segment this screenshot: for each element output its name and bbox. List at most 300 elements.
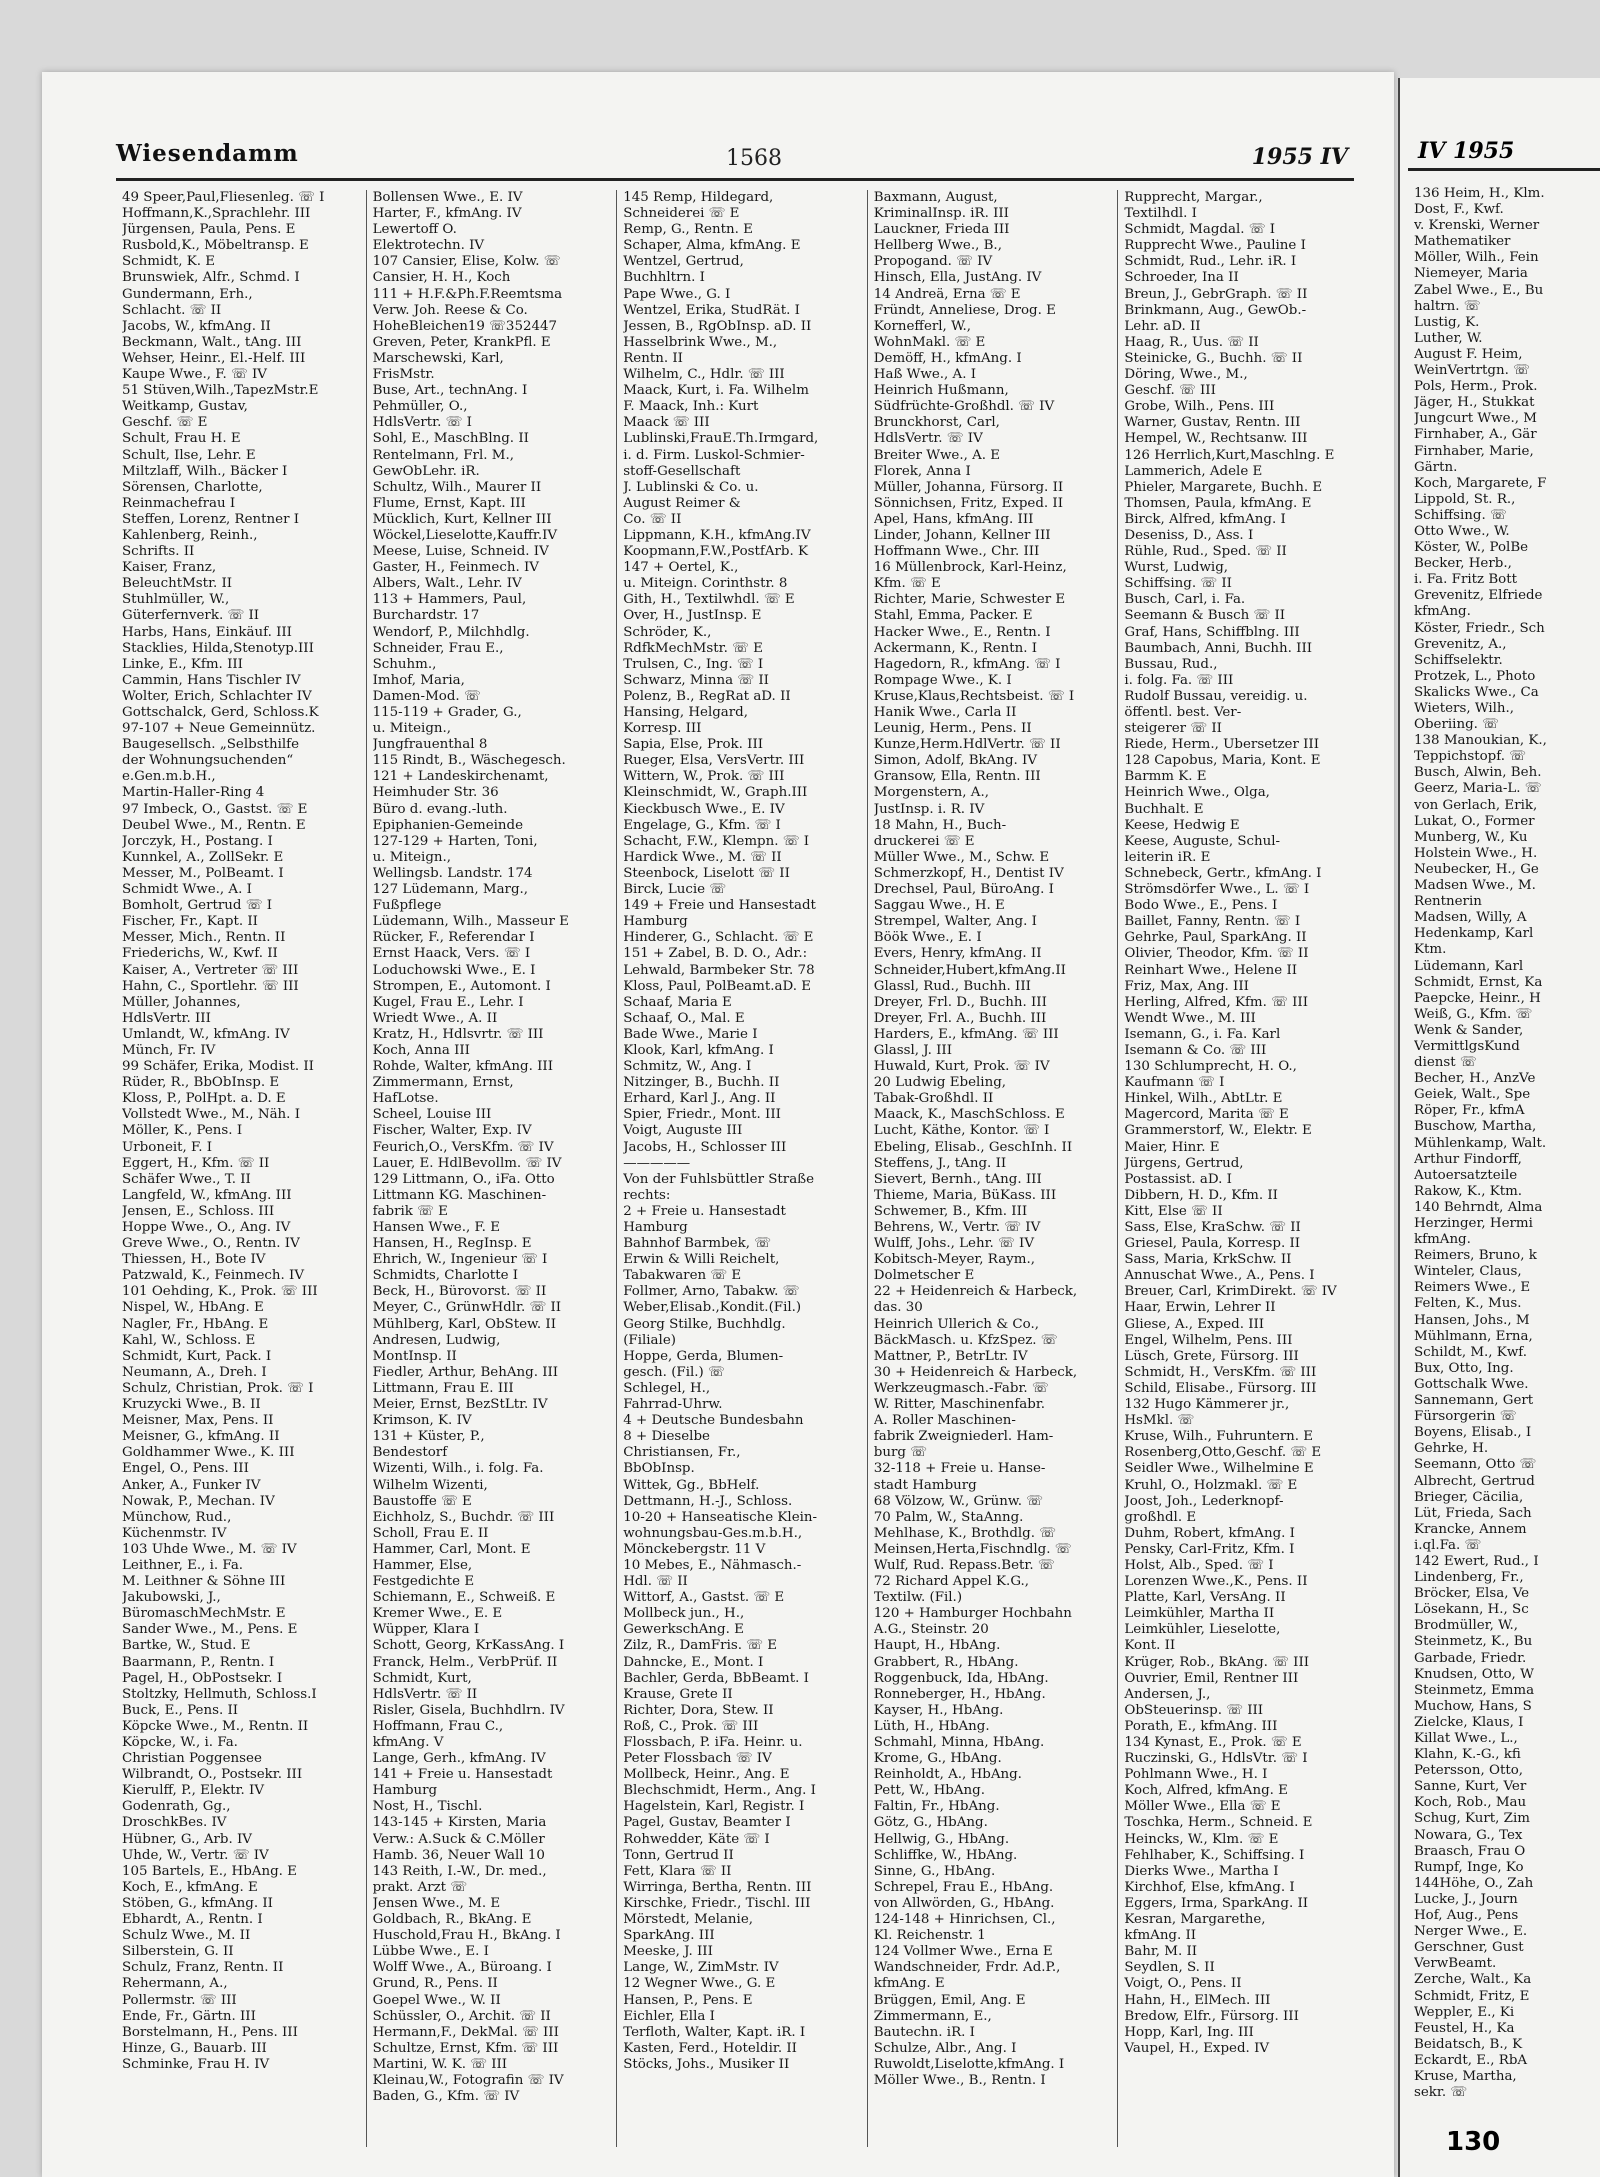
facing-page-number: 130 — [1446, 2127, 1501, 2157]
directory-entry: Rakow, K., Ktm. — [1414, 1183, 1523, 1199]
directory-entry: Ehrich, W., Ingenieur ☏ I — [372, 1252, 548, 1268]
directory-entry: Schroeder, Ina II — [1124, 270, 1239, 286]
directory-entry: 144Höhe, O., Zah — [1414, 1875, 1534, 1891]
directory-entry: Bux, Otto, Ing. — [1414, 1360, 1514, 1376]
directory-entry: Hamb. 36, Neuer Wall 10 — [372, 1847, 545, 1863]
directory-entry: Kratz, H., Hdlsvrtr. ☏ III — [372, 1026, 544, 1042]
directory-entry: Grund, R., Pens. II — [372, 1976, 498, 1992]
directory-entry: Fischer, Fr., Kapt. II — [122, 914, 258, 930]
directory-entry: Gottschalck, Gerd, Schloss.K — [122, 705, 319, 720]
directory-entry: Schaaf, O., Mal. E — [623, 1010, 745, 1026]
directory-entry: Meinsen,Herta,Fischndlg. ☏ — [873, 1541, 1072, 1557]
directory-entry: Eichholz, S., Buchdr. ☏ III — [372, 1509, 555, 1525]
directory-entry: Rumpf, Inge, Ko — [1414, 1859, 1524, 1875]
directory-entry: Haag, R., Uus. ☏ II — [1124, 334, 1259, 350]
directory-entry: 20 Ludwig Ebeling, — [873, 1075, 1007, 1091]
directory-entry: Ktm. — [1414, 942, 1447, 958]
directory-entry: Wellingsb. Landstr. 174 — [372, 865, 533, 881]
directory-entry: 136 Heim, H., Klm. — [1414, 186, 1545, 201]
directory-entry: Niemeyer, Maria — [1414, 266, 1528, 282]
directory-entry: Hansen, H., RegInsp. E — [372, 1236, 532, 1252]
directory-entry: Wendorf, P., Milchhdlg. — [372, 624, 530, 640]
directory-entry: Breuer, Carl, KrimDirekt. ☏ IV — [1124, 1284, 1337, 1300]
directory-entry: Zabel Wwe., E., Bu — [1414, 282, 1544, 298]
directory-entry: 147 + Oertel, K., — [623, 560, 739, 576]
directory-entry: fabrik ☏ E — [372, 1203, 448, 1219]
directory-entry: Joost, Joh., Lederknopf- — [1124, 1493, 1284, 1509]
directory-entry: Grabbert, R., HbAng. — [873, 1654, 1019, 1670]
directory-entry: Jessen, B., RgObInsp. aD. II — [623, 318, 812, 334]
directory-entry: 111 + H.F.&Ph.F.Reemtsma — [372, 286, 563, 302]
directory-entry: Lammerich, Adele E — [1124, 463, 1263, 479]
directory-entry: Ebeling, Elisab., GeschInh. II — [873, 1139, 1073, 1155]
directory-entry: Simon, Adolf, BkAng. IV — [873, 753, 1038, 769]
directory-entry: Linke, E., Kfm. III — [122, 656, 243, 672]
directory-entry: Möller, K., Pens. I — [122, 1123, 243, 1139]
directory-entry: Schminke, Frau H. IV — [122, 2056, 270, 2072]
directory-entry: Lange, W., ZimMstr. IV — [623, 1960, 779, 1976]
directory-entry: Reimers, Bruno, k — [1414, 1248, 1537, 1264]
directory-entry: Maack, K., MaschSchloss. E — [873, 1107, 1065, 1123]
directory-entry: Grevenitz, A., — [1414, 636, 1507, 652]
directory-entry: Lehr. aD. II — [1124, 318, 1201, 334]
directory-entry: Wenk & Sander, — [1414, 1022, 1524, 1038]
directory-entry: Bachler, Gerda, BbBeamt. I — [623, 1670, 809, 1686]
directory-entry: Bendestorf — [372, 1445, 448, 1461]
directory-entry: Heimhuder Str. 36 — [372, 785, 499, 801]
directory-entry: Schiemann, E., Schweiß. E — [372, 1590, 556, 1606]
directory-entry: Mollbeck, Heinr., Ang. E — [623, 1767, 790, 1783]
directory-entry: Rompage Wwe., K. I — [873, 672, 1012, 688]
directory-entry: Platte, Karl, VersAng. II — [1124, 1590, 1286, 1606]
directory-entry: Follmer, Arno, Tabakw. ☏ — [623, 1284, 800, 1300]
directory-entry: Thomsen, Paula, kfmAng. E — [1124, 495, 1312, 511]
directory-entry: Lorenzen Wwe.,K., Pens. II — [1124, 1574, 1308, 1590]
facing-page — [1398, 78, 1600, 2177]
directory-entry: 99 Schäfer, Erika, Modist. II — [122, 1059, 314, 1075]
directory-entry: Martin-Haller-Ring 4 — [122, 785, 265, 801]
directory-entry: Holstein Wwe., H. — [1414, 845, 1538, 861]
directory-entry: Kont. II — [1124, 1638, 1176, 1654]
directory-entry: Maack ☏ III — [623, 415, 710, 431]
directory-entry: e.Gen.m.b.H., — [122, 769, 216, 785]
directory-entry: Weitkamp, Gustav, — [122, 399, 248, 415]
directory-entry: Steinicke, G., Buchh. ☏ II — [1124, 350, 1303, 366]
directory-entry: Engel, Wilhelm, Pens. III — [1124, 1332, 1293, 1348]
directory-entry: Lukat, O., Former — [1414, 813, 1535, 829]
directory-entry: burg ☏ — [873, 1445, 927, 1461]
directory-entry: Sörensen, Charlotte, — [122, 479, 263, 495]
directory-entry: DroschkBes. IV — [122, 1815, 227, 1831]
directory-entry: Lewertoff O. — [372, 222, 457, 238]
directory-entry: Verw. Joh. Reese & Co. — [372, 302, 528, 318]
directory-entry: Petersson, Otto, — [1414, 1763, 1524, 1779]
directory-entry: Leunig, Herm., Pens. II — [873, 721, 1032, 737]
directory-entry: Hansing, Helgard, — [623, 705, 749, 720]
directory-entry: 129 Littmann, O., iFa. Otto — [372, 1171, 555, 1187]
directory-entry: Jürgens, Gertrud, — [1124, 1155, 1244, 1171]
directory-entry: Wolff Wwe., A., Büroang. I — [372, 1960, 552, 1976]
directory-entry: Oberiing. ☏ — [1414, 717, 1499, 733]
directory-entry: Baumbach, Anni, Buchh. III — [1124, 640, 1313, 656]
directory-entry: A.G., Steinstr. 20 — [873, 1622, 989, 1638]
directory-entry: Huwald, Kurt, Prok. ☏ IV — [873, 1059, 1050, 1075]
directory-entry: Rehermann, A., — [122, 1976, 228, 1992]
directory-entry: Schulz Wwe., M. II — [122, 1928, 251, 1944]
directory-entry: Weiß, G., Kfm. ☏ — [1414, 1006, 1533, 1022]
directory-entry: Brunswiek, Alfr., Schmd. I — [122, 270, 300, 286]
directory-entry: Neubecker, H., Ge — [1414, 861, 1539, 877]
directory-entry: Schmahl, Minna, HbAng. — [873, 1735, 1045, 1750]
directory-entry: Sander Wwe., M., Pens. E — [122, 1622, 298, 1638]
directory-entry: Tonn, Gertrud II — [623, 1847, 734, 1863]
directory-entry: i.ql.Fa. ☏ — [1414, 1537, 1482, 1553]
directory-entry: Florek, Anna I — [873, 463, 971, 479]
directory-entry: Nowara, G., Tex — [1414, 1827, 1523, 1843]
directory-entry: Hanik Wwe., Carla II — [873, 705, 1017, 720]
directory-entry: Lösekann, H., Sc — [1414, 1602, 1529, 1618]
directory-entry: Messer, Mich., Rentn. II — [122, 930, 286, 946]
directory-entry: Mörstedt, Melanie, — [623, 1912, 753, 1928]
directory-entry: Meisner, G., kfmAng. II — [122, 1429, 280, 1445]
directory-entry: Jäger, H., Stukkat — [1414, 395, 1535, 411]
directory-entry: Becker, Herb., — [1414, 556, 1512, 572]
directory-entry: Nost, H., Tischl. — [372, 1799, 483, 1815]
directory-entry: Möller, Wilh., Fein — [1414, 250, 1539, 266]
directory-entry: BeleuchtMstr. II — [122, 576, 233, 592]
directory-entry: Demöff, H., kfmAng. I — [873, 350, 1022, 366]
directory-entry: 151 + Zabel, B. D. O., Adr.: — [623, 946, 808, 962]
directory-entry: Nispel, W., HbAng. E — [122, 1300, 264, 1316]
directory-entry: HoheBleichen19 ☏352447 — [372, 318, 558, 334]
directory-entry: Schmerzkopf, H., Dentist IV — [873, 865, 1064, 881]
directory-entry: Pagel, H., ObPostsekr. I — [122, 1670, 283, 1686]
directory-entry: HdlsVertr. ☏ I — [372, 415, 472, 431]
directory-entry: Gottschalk Wwe. — [1414, 1376, 1529, 1392]
directory-entry: Friz, Max, Ang. III — [1124, 978, 1249, 994]
directory-entry: Mühlberg, Karl, ObStew. II — [372, 1316, 556, 1332]
directory-entry: Rudolf Bussau, vereidig. u. — [1124, 688, 1308, 704]
directory-entry: Schäfer Wwe., T. II — [122, 1171, 251, 1187]
directory-entry: Strömsdörfer Wwe., L. ☏ I — [1124, 882, 1310, 898]
directory-entry: Schulz, Franz, Rentn. II — [122, 1960, 284, 1976]
directory-entry: BüromaschMechMstr. E — [122, 1606, 286, 1622]
directory-entry: Over, H., JustInsp. E — [623, 608, 762, 624]
directory-entry: Rentnerin — [1414, 894, 1482, 910]
directory-entry: Tabak-Großhdl. II — [873, 1091, 994, 1107]
directory-entry: kfmAng. — [1414, 604, 1471, 620]
directory-entry: Schmidt Wwe., A. I — [122, 882, 252, 898]
directory-entry: Strompen, E., Automont. I — [372, 978, 551, 994]
page-header — [116, 134, 1354, 181]
directory-entry: Reimers Wwe., E — [1414, 1280, 1531, 1296]
directory-entry: Knudsen, Otto, W — [1414, 1666, 1534, 1682]
directory-entry: Weppler, E., Ki — [1414, 2004, 1515, 2020]
directory-entry: Pagel, Gustav, Beamter I — [623, 1815, 791, 1831]
directory-entry: Güterfernverk. ☏ II — [122, 608, 260, 624]
directory-entry: 141 + Freie u. Hansestadt — [372, 1767, 553, 1783]
directory-entry: Jorczyk, H., Postang. I — [122, 833, 273, 849]
directory-entry: Feustel, H., Ka — [1414, 2020, 1515, 2036]
directory-entry: GewObLehr. iR. — [372, 463, 480, 479]
directory-entry: Wandschneider, Frdr. Ad.P., — [873, 1960, 1061, 1976]
directory-entry: Heincks, W., Klm. ☏ E — [1124, 1831, 1279, 1847]
directory-entry: A. Roller Maschinen- — [873, 1413, 1016, 1429]
directory-entry: Kaiser, A., Vertreter ☏ III — [122, 962, 299, 978]
directory-entry: Behrens, W., Vertr. ☏ IV — [873, 1220, 1041, 1235]
directory-entry: Gith, H., Textilwhdl. ☏ E — [623, 592, 795, 608]
directory-entry: Sönnichsen, Fritz, Exped. II — [873, 495, 1064, 511]
directory-entry: Wehser, Heinr., El.-Helf. III — [122, 350, 306, 366]
directory-entry: 32-118 + Freie u. Hanse- — [873, 1461, 1046, 1477]
directory-entry: Autoersatzteile — [1414, 1167, 1518, 1183]
directory-entry: Buchhltrn. I — [623, 270, 705, 286]
directory-entry: Pett, W., HbAng. — [873, 1783, 985, 1799]
directory-entry: Jensen, E., Schloss. III — [122, 1203, 275, 1219]
directory-entry: Faltin, Fr., HbAng. — [873, 1799, 1000, 1815]
directory-entry: FrisMstr. — [372, 367, 435, 383]
directory-entry: (Filiale) — [623, 1332, 676, 1348]
directory-entry: Grobe, Wilh., Pens. III — [1124, 399, 1275, 415]
directory-entry: i. d. Firm. Luskol-Schmier- — [623, 447, 805, 463]
directory-entry: Goepel Wwe., W. II — [372, 1992, 501, 2008]
directory-entry: Leimkühler, Lieselotte, — [1124, 1622, 1281, 1638]
directory-entry: Pape Wwe., G. I — [623, 286, 731, 302]
directory-entry: Reinhart Wwe., Helene II — [1124, 962, 1298, 978]
directory-entry: 126 Herrlich,Kurt,Maschlng. E — [1124, 447, 1335, 463]
directory-entry: Wilbrandt, O., Postsekr. III — [122, 1767, 303, 1783]
directory-entry: 51 Stüven,Wilh.,TapezMstr.E — [122, 383, 319, 399]
directory-entry: Meyer, C., GrünwHdlr. ☏ II — [372, 1300, 562, 1316]
directory-entry: Eggers, Irma, SparkAng. II — [1124, 1895, 1309, 1911]
directory-entry: 131 + Küster, P., — [372, 1429, 485, 1445]
directory-entry: Wizenti, Wilh., i. folg. Fa. — [372, 1461, 544, 1477]
directory-entry: Kruse,Klaus,Rechtsbeist. ☏ I — [873, 688, 1075, 704]
directory-entry: Rühle, Rud., Sped. ☏ II — [1124, 544, 1287, 560]
directory-entry: Schmidt, Kurt, — [372, 1670, 472, 1686]
directory-entry: Busch, Alwin, Beh. — [1414, 765, 1542, 781]
directory-entry: Eckardt, E., RbA — [1414, 2052, 1528, 2068]
directory-entry: Köster, W., PolBe — [1414, 540, 1529, 556]
directory-entry: Lublinski,FrauE.Th.Irmgard, — [623, 431, 819, 447]
directory-entry: Hasselbrink Wwe., M., — [623, 334, 778, 350]
directory-entry: Döring, Wwe., M., — [1124, 367, 1248, 383]
directory-entry: Lucke, J., Journ — [1414, 1891, 1518, 1907]
directory-entry: Schultze, Ernst, Kfm. ☏ III — [372, 2040, 559, 2056]
directory-entry: Krause, Grete II — [623, 1686, 733, 1702]
directory-entry: Kunze,Herm.HdlVertr. ☏ II — [873, 737, 1061, 753]
directory-entry: Uhde, W., Vertr. ☏ IV — [122, 1847, 269, 1863]
directory-entry: Schildt, M., Kwf. — [1414, 1344, 1528, 1360]
directory-entry: Kaupe Wwe., F. ☏ IV — [122, 367, 267, 383]
directory-entry: Maack, Kurt, i. Fa. Wilhelm — [623, 383, 809, 399]
directory-entry: Anker, A., Funker IV — [122, 1477, 261, 1493]
directory-entry: Pensky, Carl-Fritz, Kfm. I — [1124, 1541, 1295, 1557]
directory-entry: 72 Richard Appel K.G., — [873, 1574, 1030, 1590]
directory-entry: Maier, Hinr. E — [1124, 1139, 1220, 1155]
directory-entry: Schult, Frau H. E — [122, 431, 241, 447]
directory-entry: Engelage, G., Kfm. ☏ I — [623, 817, 781, 833]
directory-entry: Roggenbuck, Ida, HbAng. — [873, 1670, 1049, 1686]
directory-entry: Boyens, Elisab., I — [1414, 1425, 1532, 1441]
directory-entry: Brodmüller, W., — [1414, 1618, 1519, 1634]
directory-entry: Jensen Wwe., M. E — [372, 1895, 501, 1911]
directory-entry: Silberstein, G. II — [122, 1944, 234, 1960]
directory-entry: HdlsVertr. III — [122, 1010, 211, 1026]
directory-entry: Mönckebergstr. 11 V — [623, 1541, 766, 1557]
page-number: 1568 — [726, 146, 782, 171]
directory-entry: fabrik Zweigniederl. Ham- — [873, 1429, 1054, 1445]
directory-entry: Littmann, Frau E. III — [372, 1380, 514, 1396]
directory-entry: Schiffsing. ☏ II — [1124, 576, 1232, 592]
directory-entry: Kl. Reichenstr. 1 — [873, 1928, 986, 1944]
directory-entry: Kirschke, Friedr., Tischl. III — [623, 1895, 811, 1911]
directory-entry: Killat Wwe., L., — [1414, 1731, 1518, 1746]
directory-entry: u. Miteign., — [372, 849, 452, 865]
directory-entry: Fett, Klara ☏ II — [623, 1863, 732, 1879]
directory-entry: Kobitsch-Meyer, Raym., — [873, 1252, 1035, 1268]
directory-entry: Krimson, K. IV — [372, 1413, 472, 1429]
directory-entry: 115-119 + Grader, G., — [372, 705, 522, 720]
directory-entry: 8 + Dieselbe — [623, 1429, 710, 1445]
directory-entry: Schneider,Hubert,kfmAng.II — [873, 962, 1066, 978]
directory-entry: 10 Mebes, E., Nähmasch.- — [623, 1557, 802, 1573]
column-4 — [867, 190, 1118, 2147]
directory-entry: Koch, Alfred, kfmAng. E — [1124, 1783, 1288, 1799]
directory-entry: Möller Wwe., B., Rentn. I — [873, 2072, 1046, 2088]
directory-entry: Kruzycki Wwe., B. II — [122, 1397, 261, 1413]
directory-entry: Kierulff, P., Elektr. IV — [122, 1783, 265, 1799]
directory-entry: Saggau Wwe., H. E — [873, 898, 1005, 914]
directory-entry: 30 + Heidenreich & Harbeck, — [873, 1364, 1078, 1380]
directory-entry: Baxmann, August, — [873, 190, 998, 205]
directory-entry: Jacobs, W., kfmAng. II — [122, 318, 271, 334]
directory-entry: Steinmetz, K., Bu — [1414, 1634, 1533, 1650]
directory-entry: Barmm K. E — [1124, 769, 1207, 785]
directory-entry: Ruwoldt,Liselotte,kfmAng. I — [873, 2056, 1065, 2072]
directory-entry: Mattner, P., BetrLtr. IV — [873, 1348, 1028, 1364]
directory-entry: Becher, H., AnzVe — [1414, 1071, 1536, 1087]
directory-entry: Köpcke, W., i. Fa. — [122, 1735, 238, 1750]
directory-entry: Voigt, Auguste III — [623, 1123, 743, 1139]
directory-entry: Tabakwaren ☏ E — [623, 1268, 742, 1284]
directory-entry: 115 Rindt, B., Wäschegesch. — [372, 753, 566, 769]
directory-entry: Andresen, Ludwig, — [372, 1332, 501, 1348]
directory-entry: Hammer, Else, — [372, 1557, 473, 1573]
directory-entry: KriminalInsp. iR. III — [873, 206, 1009, 222]
directory-entry: GewerkschAng. E — [623, 1622, 744, 1638]
directory-entry: HafLotse. — [372, 1091, 439, 1107]
directory-entry: Imhof, Maria, — [372, 672, 465, 688]
directory-entry: Wurst, Ludwig, — [1124, 560, 1229, 576]
directory-entry: Sohl, E., MaschBlng. II — [372, 431, 529, 447]
directory-entry: Wriedt Wwe., A. II — [372, 1010, 498, 1026]
directory-entry: Eggert, H., Kfm. ☏ II — [122, 1155, 270, 1171]
directory-entry: 142 Ewert, Rud., I — [1414, 1553, 1539, 1569]
directory-entry: Phieler, Margarete, Buchh. E — [1124, 479, 1323, 495]
directory-entry: Nagler, Fr., HbAng. E — [122, 1316, 269, 1332]
directory-entry: Madsen Wwe., M. — [1414, 878, 1536, 894]
directory-entry: Schmidt, Kurt, Pack. I — [122, 1348, 272, 1364]
directory-entry: Hagedorn, R., kfmAng. ☏ I — [873, 656, 1061, 672]
directory-entry: kfmAng. V — [372, 1735, 444, 1750]
directory-entry: Köpcke Wwe., M., Rentn. II — [122, 1718, 309, 1734]
directory-entry: Urboneit, F. I — [122, 1139, 213, 1155]
directory-entry: Pohlmann Wwe., H. I — [1124, 1767, 1268, 1783]
directory-entry: Hoffmann Wwe., Chr. III — [873, 544, 1040, 560]
directory-entry: Bodo Wwe., E., Pens. I — [1124, 898, 1278, 914]
directory-entry: Koch, E., kfmAng. E — [122, 1879, 258, 1895]
directory-entry: Herling, Alfred, Kfm. ☏ III — [1124, 994, 1309, 1010]
directory-entry: Stahl, Emma, Packer. E — [873, 608, 1033, 624]
directory-entry: Müller, Johanna, Fürsorg. II — [873, 479, 1064, 495]
directory-entry: Köster, Friedr., Sch — [1414, 620, 1545, 636]
directory-entry: Müller, Johannes, — [122, 994, 241, 1010]
directory-entry: Wittek, Gg., BbHelf. — [623, 1477, 760, 1493]
directory-entry: WohnMakl. ☏ E — [873, 334, 986, 350]
directory-entry: Hahn, C., Sportlehr. ☏ III — [122, 978, 299, 994]
directory-entry: Steffens, J., tAng. II — [873, 1155, 1007, 1171]
directory-entry: Rohwedder, Käte ☏ I — [623, 1831, 770, 1847]
directory-entry: Ouvrier, Emil, Rentner III — [1124, 1670, 1299, 1686]
directory-entry: Büro d. evang.-luth. — [372, 801, 508, 817]
directory-entry: Fußpflege — [372, 898, 442, 914]
directory-entry: Hamburg — [623, 914, 688, 930]
directory-entry: Vollstedt Wwe., M., Näh. I — [122, 1107, 300, 1123]
directory-entry: Zilz, R., DamFris. ☏ E — [623, 1638, 778, 1654]
directory-entry: Schmidt, Fritz, E — [1414, 1988, 1530, 2004]
directory-entry: Wittorf, A., Gastst. ☏ E — [623, 1590, 785, 1606]
directory-entry: Wilhelm Wizenti, — [372, 1477, 488, 1493]
directory-entry: Seidler Wwe., Wilhelmine E — [1124, 1461, 1314, 1477]
directory-entry: 68 Völzow, W., Grünw. ☏ — [873, 1493, 1044, 1509]
directory-entry: großhdl. E — [1124, 1509, 1197, 1525]
directory-entry: Mücklich, Kurt, Kellner III — [372, 511, 552, 527]
directory-entry: Bredow, Elfr., Fürsorg. III — [1124, 2008, 1299, 2024]
directory-entry: Südfrüchte-Großhdl. ☏ IV — [873, 399, 1055, 415]
directory-entry: Schiffsing. ☏ — [1414, 507, 1507, 523]
directory-entry: Hoppe Wwe., O., Ang. IV — [122, 1220, 291, 1235]
directory-entry: Otto Wwe., W. — [1414, 523, 1510, 539]
directory-entry: öffentl. best. Ver- — [1124, 705, 1242, 720]
directory-entry: 121 + Landeskirchenamt, — [372, 769, 549, 785]
directory-entry: Wieters, Wilh., — [1414, 701, 1515, 716]
directory-entry: Schacht, F.W., Klempn. ☏ I — [623, 833, 810, 849]
directory-entry: Hacker Wwe., E., Rentn. I — [873, 624, 1051, 640]
directory-entry: ————— — [623, 1155, 691, 1171]
directory-entry: Rentelmann, Frl. M., — [372, 447, 514, 463]
directory-entry: Lübbe Wwe., E. I — [372, 1944, 489, 1960]
directory-entry: Beidatsch, B., K — [1414, 2036, 1523, 2052]
directory-entry: Bahr, M. II — [1124, 1944, 1198, 1960]
directory-entry: wohnungsbau-Ges.m.b.H., — [623, 1525, 803, 1541]
directory-entry: u. Miteign. Corinthstr. 8 — [623, 576, 788, 592]
directory-entry: Kaufmann ☏ I — [1124, 1075, 1225, 1091]
directory-entry: Patzwald, K., Feinmech. IV — [122, 1268, 305, 1284]
directory-entry: Flume, Ernst, Kapt. III — [372, 495, 526, 511]
directory-entry: Wüpper, Klara I — [372, 1622, 480, 1638]
directory-entry: Duhm, Robert, kfmAng. I — [1124, 1525, 1295, 1541]
directory-entry: i. Fa. Fritz Bott — [1414, 572, 1518, 588]
directory-entry: 97 Imbeck, O., Gastst. ☏ E — [122, 801, 308, 817]
directory-entry: 120 + Hamburger Hochbahn — [873, 1606, 1072, 1622]
directory-entry: Lauckner, Frieda III — [873, 222, 1010, 238]
directory-entry: Morgenstern, A., — [873, 785, 989, 801]
directory-entry: Holst, Alb., Sped. ☏ I — [1124, 1557, 1274, 1573]
directory-entry: Dierks Wwe., Martha I — [1124, 1863, 1279, 1879]
directory-entry: Bussau, Rud., — [1124, 656, 1218, 672]
directory-entry: Peter Flossbach ☏ IV — [623, 1751, 772, 1767]
